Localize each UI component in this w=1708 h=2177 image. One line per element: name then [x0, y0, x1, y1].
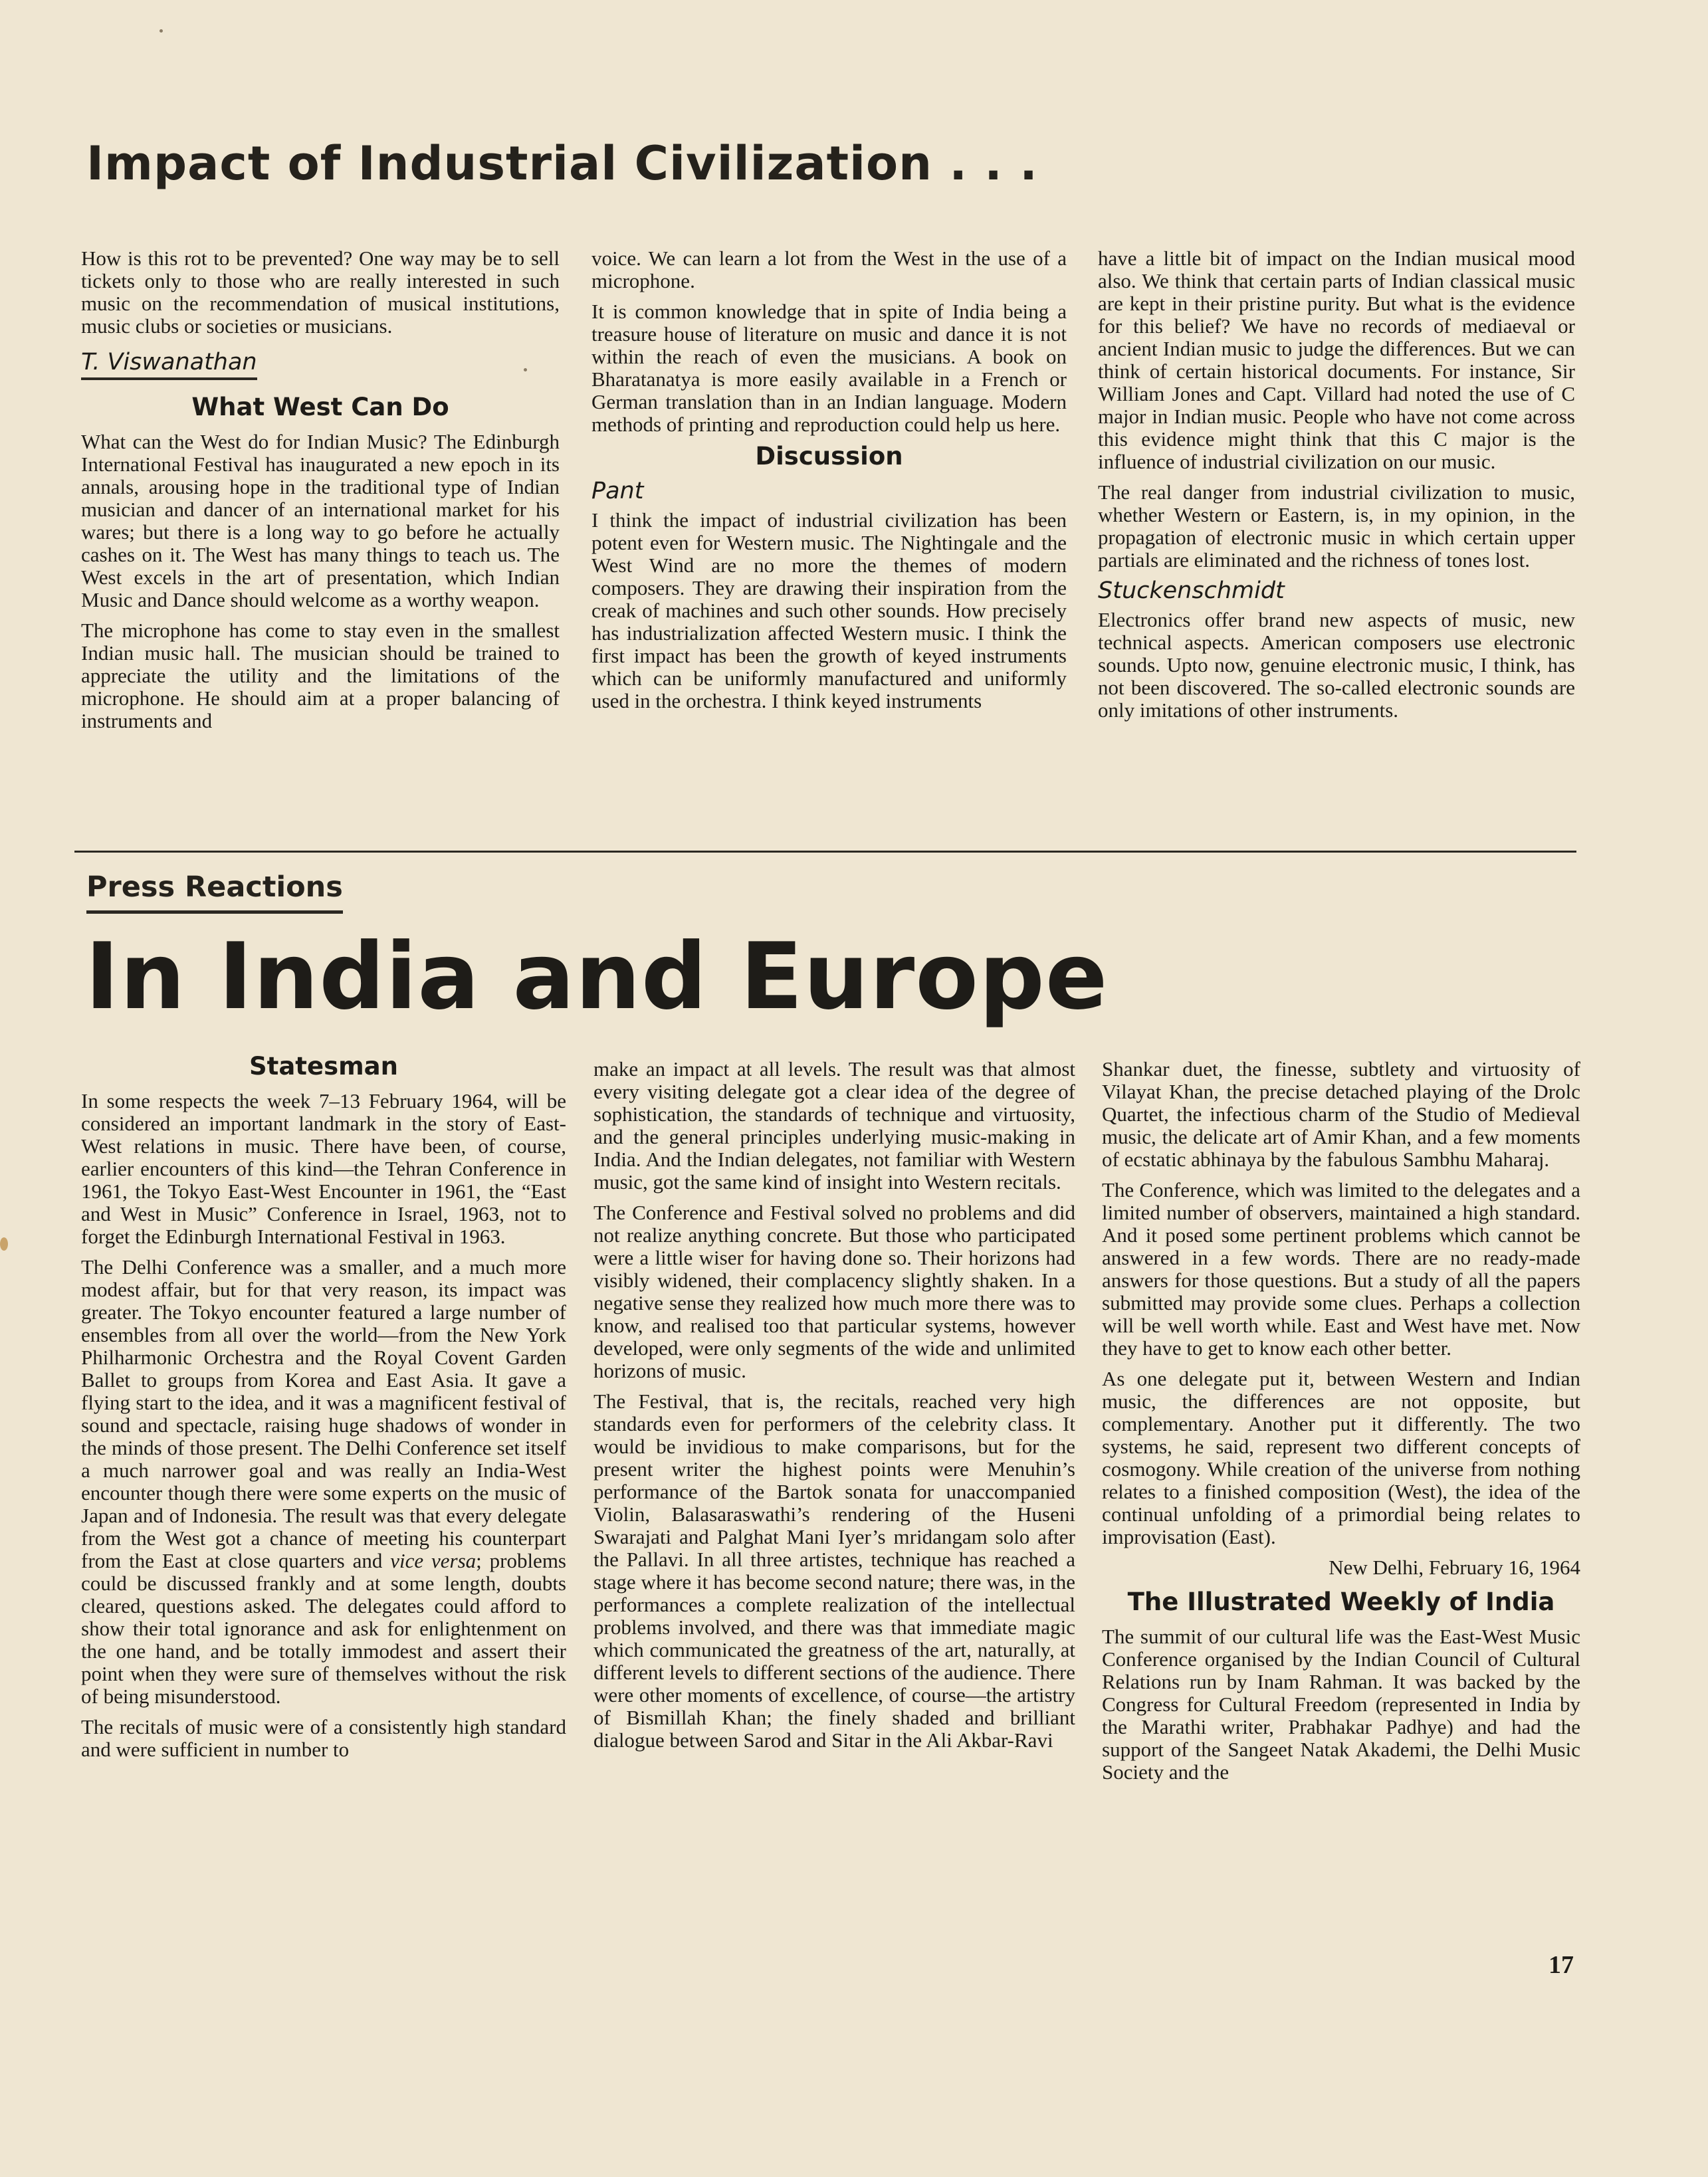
paragraph: make an impact at all levels. The result was that almost every visiting delegate got a clear idea of the degree of sophistication, the standards of technique and virtuosity, and the general principles underlying music-making in India. And the Indian delegates, not familiar with Western music, got the same kind of insight into Western recitals. [593, 1057, 1075, 1193]
paragraph: Electronics offer brand new aspects of music, new technical aspects. American composers use electronic sounds. Upto now, genuine electronic music, I think, has not been discovered. The so-called electronic sounds are only imitations of other instruments. [1098, 608, 1575, 722]
paragraph: The Festival, that is, the recitals, reached very high standards even for performers of the celebrity class. It would be invidious to make comparisons, but for the present writer the highest points were Menuhin’s performance of the Bartok sonata for unaccompanied Violin, Balasaraswathi’s rendering of the Huseni Swarajati and Palghat Mani Iyer’s mridangam solo after the Pallavi. In all three artistes, technique has reached a stage where it has become second nature; there was, in the performances a complete realization of the intellectual problems involved, and there was that immediate magic which communicated the greatness of the art, naturally, at different levels to different sections of the audience. There were other moments of excellence, of course—the artistry of Bismillah Khan; the finely shaded and brilliant dialogue between Sarod and Sitar in the Ali Akbar-Ravi [593, 1390, 1075, 1752]
article2-column-2 [593, 1058, 1075, 1760]
paragraph: How is this rot to be prevented? One way may be to sell tickets only to those who are really interested in such music on the recommendation of musical institutions, music clubs or societies or musicians. [81, 247, 560, 338]
source-heading: Statesman [249, 1052, 398, 1081]
paragraph: It is common knowledge that in spite of India being a treasure house of literature on music and dance it is not within the reach of even the musicians. A book on Bharatanatya is more easily available in a French or German translation than in an Indian language. Modern methods of printing and reproduction could help us here. [591, 300, 1067, 436]
dateline: New Delhi, February 16, 1964 [1329, 1556, 1580, 1579]
paragraph: The Conference, which was limited to the delegates and a limited number of observers, maintained a high standard. And it posed some pertinent problems which cannot be answered in a few words. There are no ready-made answers for those questions. But a study of all the papers submitted may provide some clues. Perhaps a collection will be well worth while. East and West have met. Now they have to get to know each other better. [1102, 1178, 1580, 1360]
paragraph: The Delhi Conference was a smaller, and a much more modest affair, but for that very reason, its impact was greater. The Tokyo encounter featured a large number of ensembles from all over the world—from the New York Philharmonic Orchestra and the Royal Covent Garden Ballet to groups from Korea and East Asia. It gave a flying start to the idea, and it was a magnificent festival of sound and spectacle, raising huge shadows of wonder in the minds of those present. The Delhi Conference set itself a much narrower goal and was really an India-West encounter though there were some experts on the music of Japan and of Indonesia. The result was that every delegate from the West got a chance of meeting his counterpart from the East at close quarters and vice versa; problems could be discussed frankly and at some length, doubts cleared, questions asked. The delegates could afford to show their total ignorance and ask for enlightenment on the one hand, and be totally immodest and assert their point when they were sure of themselves without the risk of being misunderstood. [81, 1255, 566, 1708]
article1-column-2 [591, 247, 1067, 720]
section-kicker: Press Reactions [86, 871, 343, 914]
article1-column-3 [1098, 247, 1575, 730]
headline: In India and Europe [85, 923, 1109, 1030]
speaker-name: T. Viswanathan [81, 351, 257, 380]
source-heading: The Illustrated Weekly of India [1127, 1588, 1555, 1616]
article-title: Impact of Industrial Civilization . . . [86, 136, 1038, 191]
paragraph: I think the impact of industrial civilization has been potent even for Western music. The Nightingale and the West Wind are no more the themes of modern composers. They are drawing their inspiration from the creak of machines and such other sounds. How precisely has industrialization affected Western music. I think the first impact has been the growth of keyed instruments which can be uniformly manufactured and uniformly used in the orchestra. I think keyed instruments [591, 508, 1067, 712]
paragraph: voice. We can learn a lot from the West in the use of a microphone. [591, 247, 1067, 292]
paragraph: Shankar duet, the finesse, subtlety and virtuosity of Vilayat Khan, the precise detached playing of the Drolc Quartet, the infectious charm of the Studio of Medieval music, the delicate art of Amir Khan, and a few moments of ecstatic abhinaya by the fabulous Sambhu Maharaj. [1102, 1057, 1580, 1171]
paragraph: As one delegate put it, between Western and Indian music, the differences are not opposite, but complementary. Another put it differently. The two systems, he said, represent two different concepts of cosmogony. While creation of the universe from nothing relates to a finished composition (West), the idea of the continual unfolding of a primordial being relates to improvisation (East). [1102, 1367, 1580, 1548]
paper-speck [524, 368, 527, 371]
speaker-name: Pant [591, 478, 644, 504]
paper-speck [160, 29, 163, 33]
article2-column-3 [1102, 1058, 1580, 1792]
speaker-name: Stuckenschmidt [1098, 577, 1285, 604]
section-divider [74, 851, 1576, 853]
article1-column-1 [81, 247, 560, 740]
article2-column-1 [81, 1052, 566, 1769]
section-heading: Discussion [755, 442, 903, 470]
section-heading: What West Can Do [191, 393, 449, 421]
page-number: 17 [1548, 1951, 1574, 1979]
paragraph: The real danger from industrial civilization to music, whether Western or Eastern, is, in my opinion, in the propagation of electronic music in which certain upper partials are eliminated and the richness of tones lost. [1098, 480, 1575, 571]
paragraph: What can the West do for Indian Music? The Edinburgh International Festival has inaugurated a new epoch in its annals, arousing hope in the traditional type of Indian musician and dancer of an international market for his wares; but there is a long way to go before he actually cashes on it. The West has many things to teach us. The West excels in the art of presentation, which Indian Music and Dance should welcome as a worthy weapon. [81, 430, 560, 611]
paragraph: In some respects the week 7–13 February 1964, will be considered an important landmark in the story of East-West relations in music. There have been, of course, earlier encounters of this kind—the Tehran Conference in 1961, the Tokyo East-West Encounter in 1961, the “East and West in Music” Conference in Israel, 1963, not to forget the Edinburgh International Festival in 1963. [81, 1089, 566, 1248]
paragraph: The summit of our cultural life was the East-West Music Conference organised by the Indian Council of Cultural Relations run by Inam Rahman. It was backed by the Congress for Cultural Freedom (represented in India by the Marathi writer, Prabhakar Padhye) and had the support of the Sangeet Natak Akademi, the Delhi Music Society and the [1102, 1625, 1580, 1784]
paragraph: have a little bit of impact on the Indian musical mood also. We think that certain parts of Indian classical music are kept in their pristine purity. But what is the evidence for this belief? We have no records of mediaeval or ancient Indian music to judge the differences. But we can think of certain historical documents. For instance, Sir William Jones and Capt. Villard had noted the use of C major in Indian music. People who have not come across this evidence might think that this C major is the influence of industrial civilization on our music. [1098, 247, 1575, 473]
paragraph: The microphone has come to stay even in the smallest Indian music hall. The musician should be trained to appreciate the utility and the limitations of the microphone. He should aim at a proper balancing of instruments and [81, 619, 560, 732]
paragraph: The Conference and Festival solved no problems and did not realize anything concrete. But those who participated were a little wiser for having done so. Their horizons had visibly widened, their complacency slightly shaken. In a negative sense they realized how much more there was to know, and realised too that particular systems, however developed, were only segments of the wide and unlimited horizons of music. [593, 1201, 1075, 1382]
paper-speck [0, 1237, 8, 1251]
paragraph: The recitals of music were of a consistently high standard and were sufficient in number to [81, 1715, 566, 1761]
